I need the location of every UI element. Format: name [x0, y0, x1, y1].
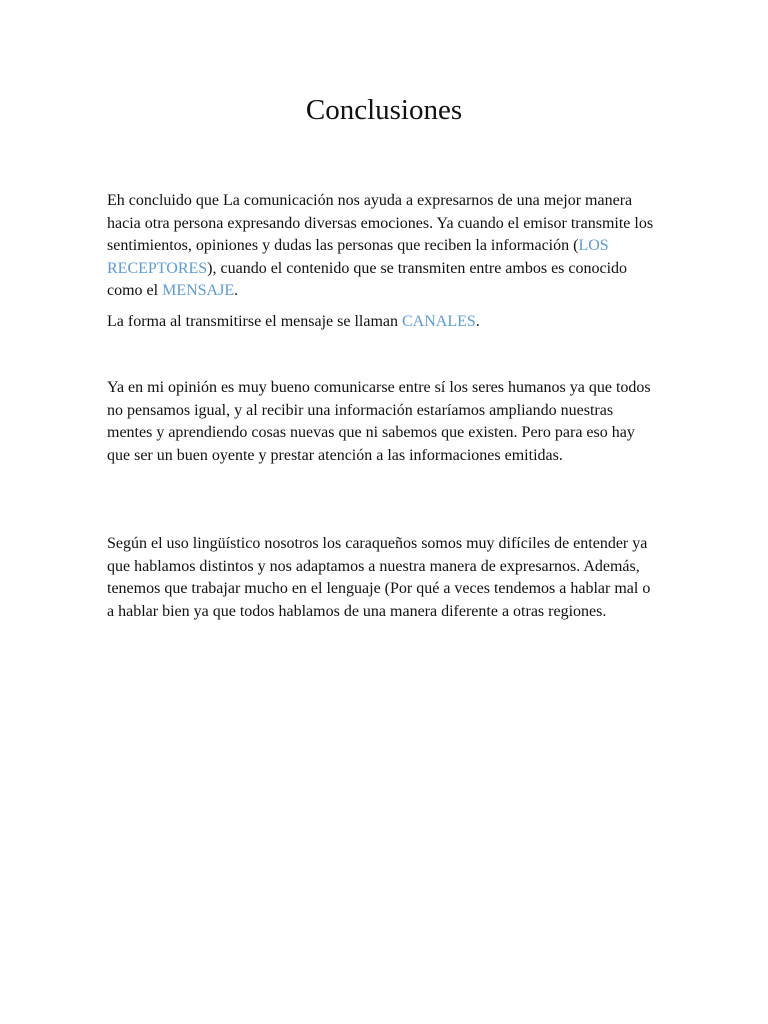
paragraph-2-text-b: . [475, 313, 480, 330]
paragraph-canales [107, 311, 657, 334]
paragraph-1-text-c: . [234, 282, 239, 299]
paragraph-linguistic-use: Según el uso lingüístico nosotros los caraqueños somos muy difíciles de entender ya que hablamos distintos y nos adaptamos a nuestra manera de expresarnos. Además, tenemos que trabajar mucho en el lenguaje (Por qué a veces tendemos a hablar mal o a hablar bien ya que todos hablamos de una manera diferente a otras regiones. [107, 535, 651, 620]
paragraph-opinion: Ya en mi opinión es muy bueno comunicarse entre sí los seres humanos ya que todos no pensamos igual, y al recibir una información estaríamos ampliando nuestras mentes y aprendiendo cosas nuevas que ni sabemos que existen. Pero para eso hay que ser un buen oyente y prestar atención a las informaciones emitidas. [107, 379, 651, 464]
paragraph-2-text-a: La forma al transmitirse el mensaje se llaman [107, 313, 402, 330]
highlight-canales: CANALES [402, 313, 476, 330]
page-title: Conclusiones [305, 94, 463, 126]
highlight-mensaje: MENSAJE [162, 282, 235, 299]
paragraph-communication [107, 190, 657, 303]
paragraph-1-text-b: ), cuando el contenido que se transmiten entre ambos es conocido como el [107, 259, 628, 299]
paragraph-1-text-a: Eh concluido que La comunicación nos ayuda a expresarnos de una mejor manera hacia otra persona expresando diversas emociones. Ya cuando el emisor transmite los sentimientos, opiniones y dudas las personas que reciben la información ( [107, 192, 654, 254]
highlight-receptores: LOS RECEPTORES [107, 237, 609, 277]
